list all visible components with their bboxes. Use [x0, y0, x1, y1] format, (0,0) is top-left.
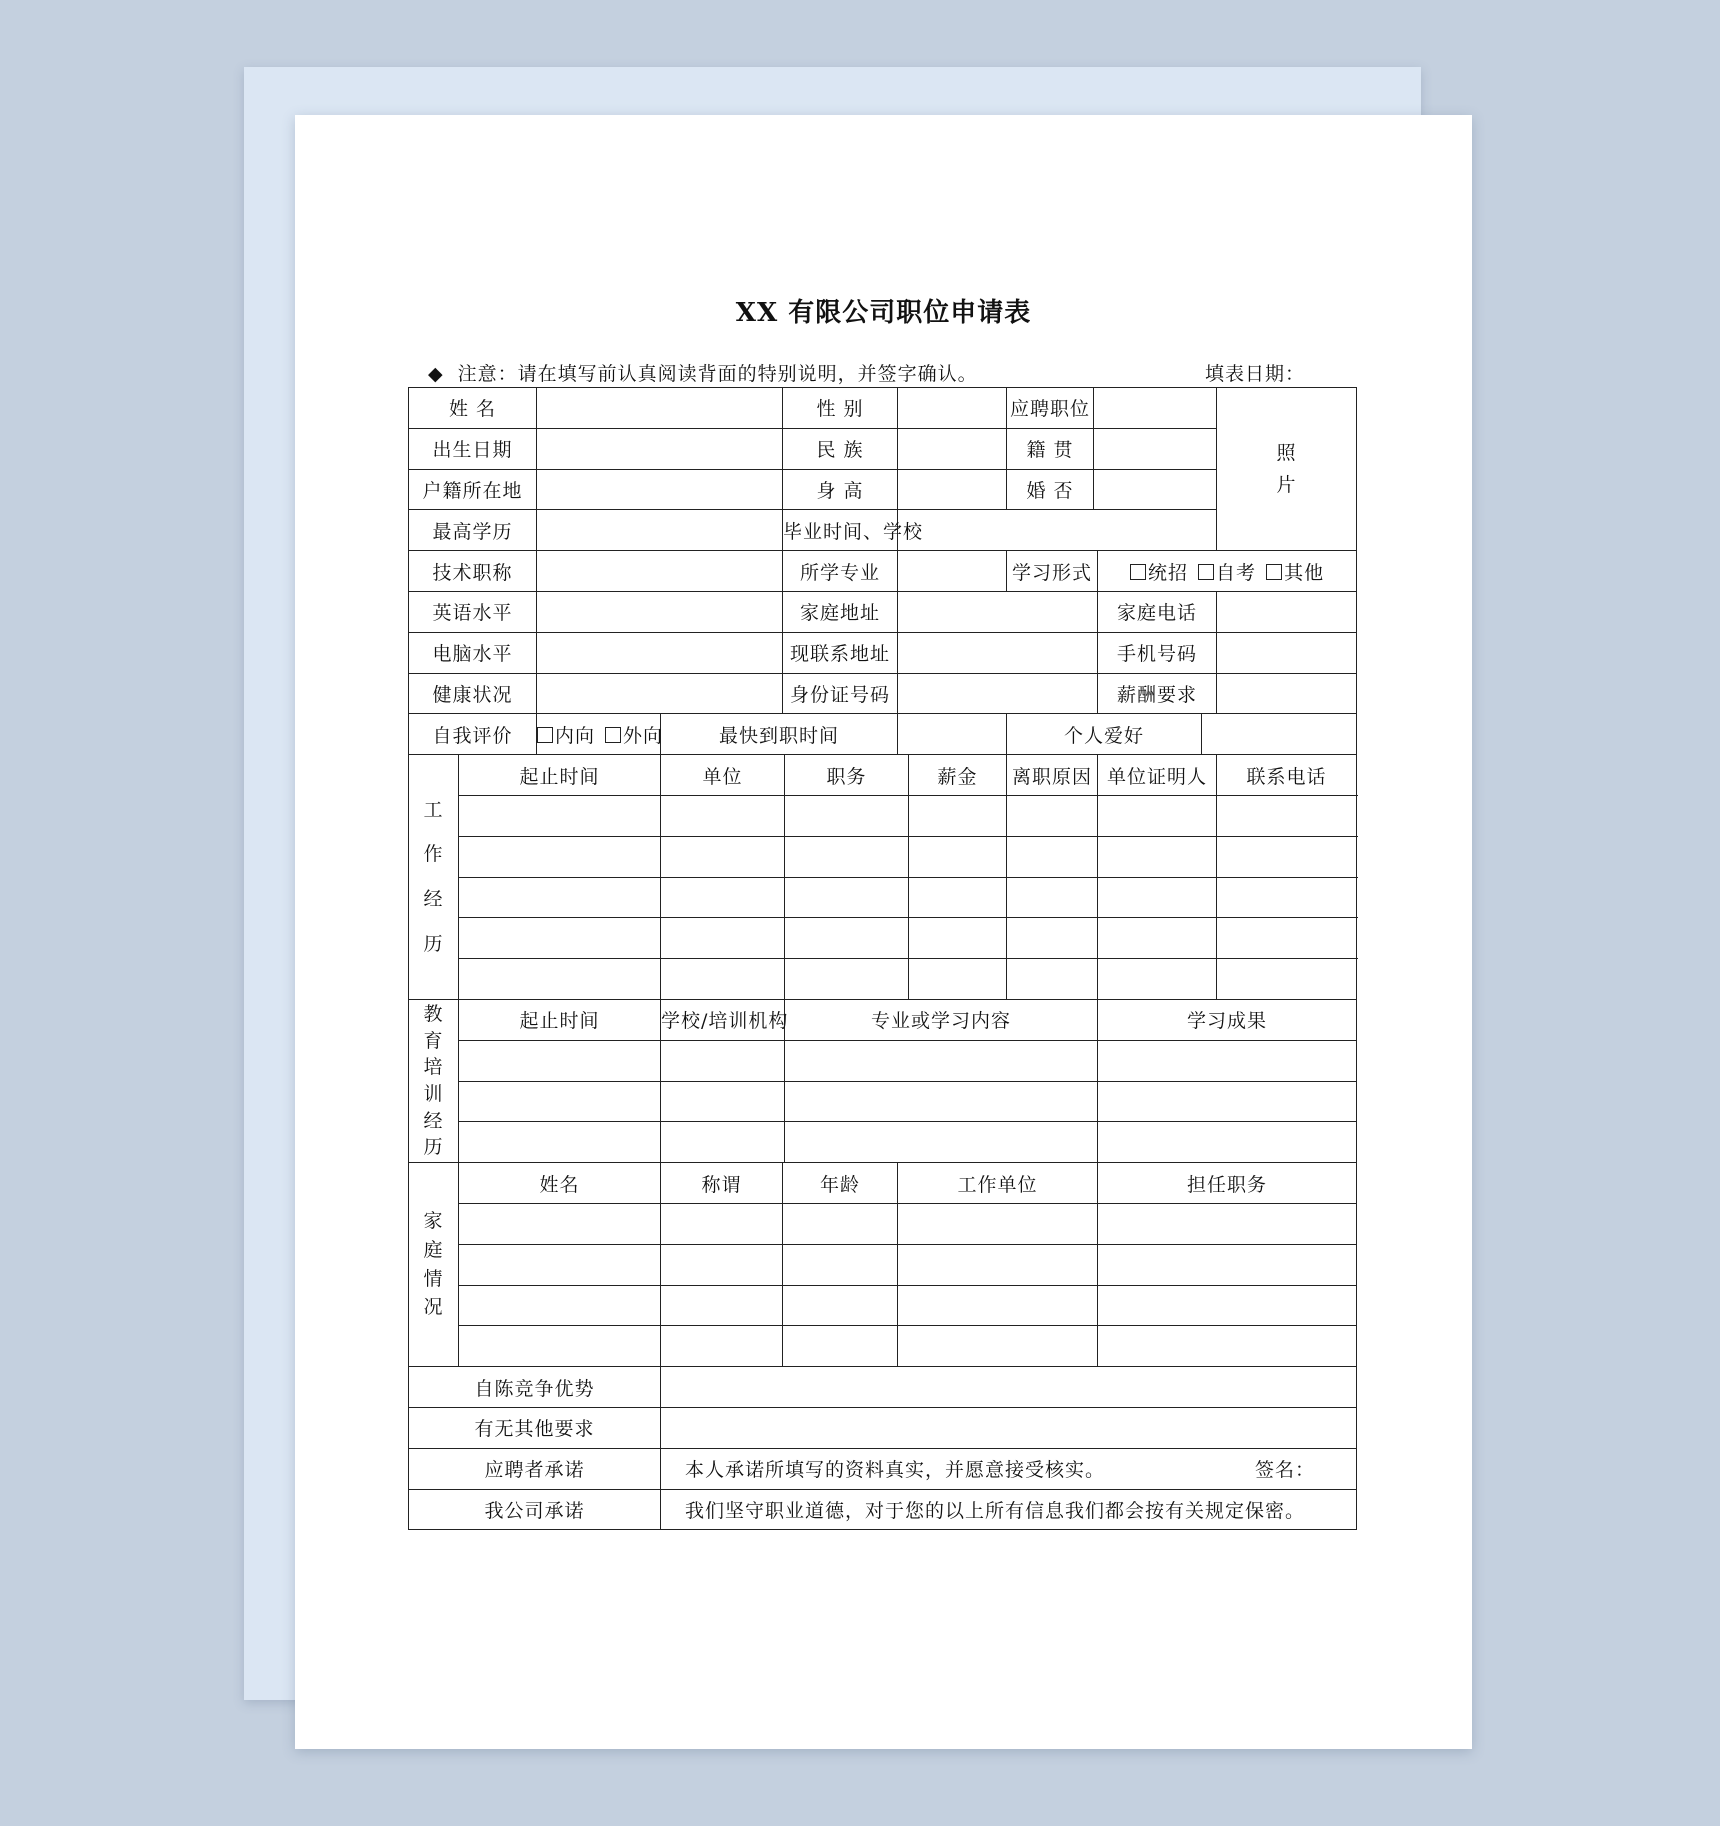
family-header-employer: 工作单位 — [898, 1163, 1098, 1204]
work-section-label: 工 作 经 历 — [409, 755, 459, 1000]
option-zikao[interactable]: 自考 — [1198, 562, 1256, 584]
applicant-promise-text: 本人承诺所填写的资料真实，并愿意接受核实。 — [685, 1459, 1106, 1482]
work-header-duty: 职务 — [785, 755, 909, 796]
label-native: 籍 贯 — [1007, 428, 1094, 469]
diamond-bullet-icon: ◆ — [428, 363, 444, 385]
work-row — [409, 959, 1357, 1000]
work-header-phone: 联系电话 — [1217, 755, 1357, 796]
photo-box[interactable] — [1217, 388, 1357, 551]
fill-date-label: 填表日期： — [1205, 363, 1306, 385]
label-name: 姓 名 — [409, 388, 537, 429]
label-hobby: 个人爱好 — [1007, 714, 1202, 755]
input-major[interactable] — [898, 551, 1007, 592]
checkbox-icon[interactable] — [605, 727, 621, 743]
photo-label-1: 照 — [1276, 441, 1297, 464]
family-header-name: 姓名 — [459, 1163, 661, 1204]
edu-row — [409, 1122, 1357, 1163]
edu-row — [409, 1081, 1357, 1122]
self-eval-options — [537, 714, 664, 755]
notice-line — [428, 359, 978, 386]
option-introvert[interactable]: 内向 — [537, 725, 595, 747]
family-row — [409, 1285, 1357, 1326]
edu-row — [409, 1040, 1357, 1081]
input-title[interactable] — [537, 551, 783, 592]
label-computer: 电脑水平 — [409, 632, 537, 673]
checkbox-icon[interactable] — [1266, 564, 1282, 580]
label-home-phone: 家庭电话 — [1098, 591, 1217, 632]
input-id-no[interactable] — [898, 673, 1098, 714]
option-other[interactable]: 其他 — [1266, 562, 1324, 584]
label-position: 应聘职位 — [1007, 388, 1094, 429]
input-advantage[interactable] — [661, 1367, 1357, 1408]
work-header-unit: 单位 — [661, 755, 785, 796]
signature-label: 签名： — [1255, 1459, 1316, 1482]
family-header-post: 担任职务 — [1098, 1163, 1357, 1204]
edu-header-result: 学习成果 — [1098, 999, 1357, 1040]
input-hobby[interactable] — [1202, 714, 1357, 755]
input-salary[interactable] — [1217, 673, 1357, 714]
label-company-promise: 我公司承诺 — [409, 1489, 661, 1530]
input-health[interactable] — [537, 673, 783, 714]
family-header-age: 年龄 — [783, 1163, 898, 1204]
applicant-promise-cell — [661, 1448, 1357, 1489]
work-row — [409, 795, 1357, 836]
input-grad[interactable] — [898, 510, 1217, 551]
label-salary: 薪酬要求 — [1098, 673, 1217, 714]
input-ethnicity[interactable] — [898, 428, 1007, 469]
checkbox-icon[interactable] — [1130, 564, 1146, 580]
input-native[interactable] — [1094, 428, 1217, 469]
label-birth: 出生日期 — [409, 428, 537, 469]
family-section-label: 家 庭 情 况 — [409, 1163, 459, 1367]
edu-section-label: 教 育 培 训 经 历 — [409, 999, 459, 1162]
company-promise-text: 我们坚守职业道德，对于您的以上所有信息我们都会按有关规定保密。 — [661, 1489, 1357, 1530]
edu-header-period: 起止时间 — [459, 999, 661, 1040]
checkbox-icon[interactable] — [537, 727, 553, 743]
input-hukou[interactable] — [537, 469, 783, 510]
work-header-reference: 单位证明人 — [1098, 755, 1217, 796]
label-mobile: 手机号码 — [1098, 632, 1217, 673]
work-header-reason: 离职原因 — [1007, 755, 1098, 796]
label-major: 所学专业 — [783, 551, 898, 592]
input-home-phone[interactable] — [1217, 591, 1357, 632]
label-grad: 毕业时间、学校 — [783, 510, 898, 551]
edu-header-school: 学校/培训机构 — [661, 999, 785, 1040]
label-title: 技术职称 — [409, 551, 537, 592]
family-row — [409, 1244, 1357, 1285]
label-applicant-promise: 应聘者承诺 — [409, 1448, 661, 1489]
input-marriage[interactable] — [1094, 469, 1217, 510]
family-row — [409, 1326, 1357, 1367]
label-height: 身 高 — [783, 469, 898, 510]
label-education: 最高学历 — [409, 510, 537, 551]
input-home-addr[interactable] — [898, 591, 1098, 632]
family-header-relation: 称谓 — [661, 1163, 783, 1204]
work-row — [409, 877, 1357, 918]
input-computer[interactable] — [537, 632, 783, 673]
work-row — [409, 836, 1357, 877]
work-row — [409, 918, 1357, 959]
input-position[interactable] — [1094, 388, 1217, 429]
label-hukou: 户籍所在地 — [409, 469, 537, 510]
family-row — [409, 1203, 1357, 1244]
input-current-addr[interactable] — [898, 632, 1098, 673]
edu-header-content: 专业或学习内容 — [785, 999, 1098, 1040]
input-height[interactable] — [898, 469, 1007, 510]
label-ethnicity: 民 族 — [783, 428, 898, 469]
label-home-addr: 家庭地址 — [783, 591, 898, 632]
notice-text: 注意：请在填写前认真阅读背面的特别说明，并签字确认。 — [457, 363, 978, 385]
input-gender[interactable] — [898, 388, 1007, 429]
work-header-salary: 薪金 — [909, 755, 1007, 796]
input-education[interactable] — [537, 510, 783, 551]
input-other-requests[interactable] — [661, 1407, 1357, 1448]
label-current-addr: 现联系地址 — [783, 632, 898, 673]
option-tongzhao[interactable]: 统招 — [1130, 562, 1188, 584]
label-advantage: 自陈竞争优势 — [409, 1367, 661, 1408]
label-study-mode: 学习形式 — [1007, 551, 1098, 592]
label-self-eval: 自我评价 — [409, 714, 537, 755]
input-name[interactable] — [537, 388, 783, 429]
label-english: 英语水平 — [409, 591, 537, 632]
study-mode-options — [1098, 551, 1357, 592]
label-health: 健康状况 — [409, 673, 537, 714]
label-gender: 性 别 — [783, 388, 898, 429]
input-english[interactable] — [537, 591, 783, 632]
input-earliest[interactable] — [898, 714, 1007, 755]
input-mobile[interactable] — [1217, 632, 1357, 673]
form-page — [295, 115, 1472, 1749]
label-id-no: 身份证号码 — [783, 673, 898, 714]
option-extrovert[interactable]: 外向 — [605, 725, 663, 747]
input-birth[interactable] — [537, 428, 783, 469]
label-earliest: 最快到职时间 — [661, 714, 898, 755]
label-marriage: 婚 否 — [1007, 469, 1094, 510]
label-other-requests: 有无其他要求 — [409, 1407, 661, 1448]
work-header-period: 起止时间 — [459, 755, 661, 796]
photo-label-2: 片 — [1276, 474, 1297, 497]
application-table — [408, 387, 1357, 1530]
checkbox-icon[interactable] — [1198, 564, 1214, 580]
form-title: XX 有限公司职位申请表 — [735, 298, 1032, 328]
